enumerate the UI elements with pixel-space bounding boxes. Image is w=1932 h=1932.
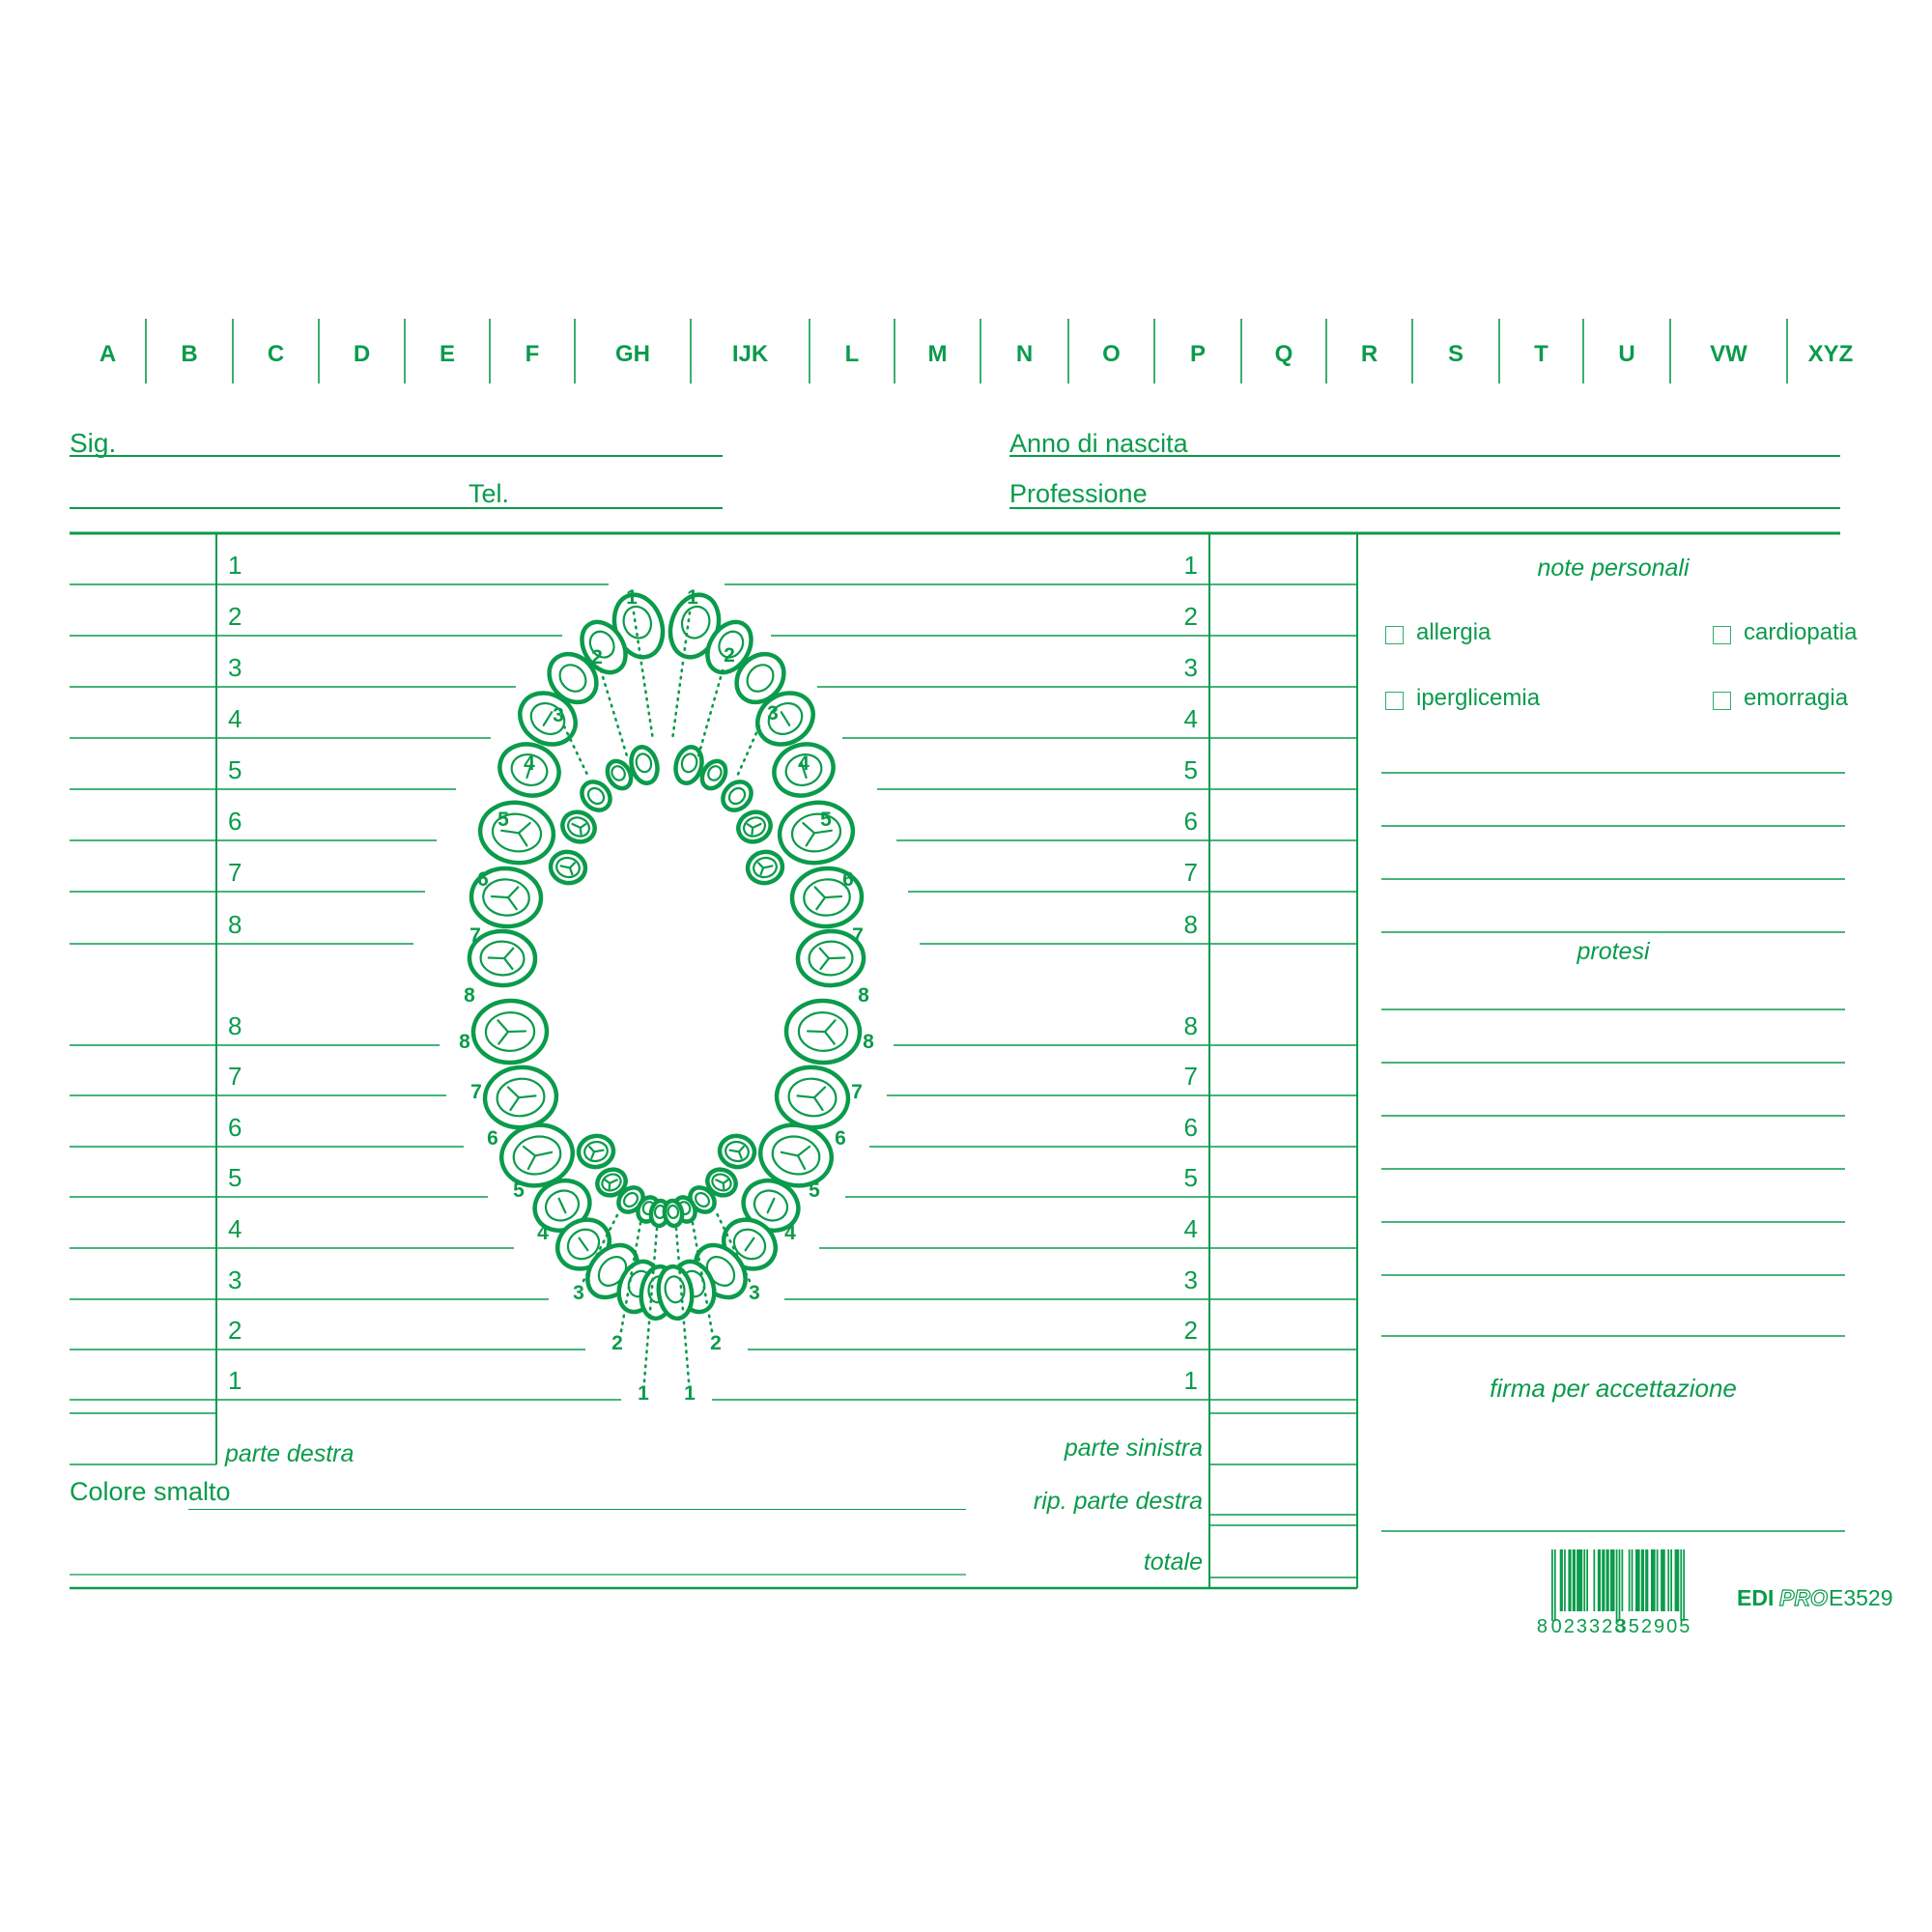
tooth-label-3: 3 — [767, 702, 779, 724]
row-number-left-lower-4: 4 — [228, 1214, 242, 1243]
row-number-left-lower-3: 3 — [228, 1265, 242, 1294]
barcode-bar — [1574, 1549, 1576, 1611]
row-number-left-upper-3: 3 — [228, 653, 242, 682]
row-number-left-lower-5: 5 — [228, 1163, 242, 1192]
index-tab-a[interactable]: A — [99, 341, 117, 367]
tooth-label-1: 1 — [626, 586, 638, 609]
barcode-bar — [1570, 1549, 1572, 1611]
barcode-bar — [1619, 1549, 1621, 1621]
barcode-bar — [1622, 1549, 1624, 1611]
tooth-label-4: 4 — [798, 753, 810, 775]
index-tab-n[interactable]: N — [1015, 341, 1034, 367]
birth-year-label: Anno di nascita — [1009, 429, 1188, 458]
barcode-bar — [1657, 1549, 1659, 1611]
barcode-bar — [1632, 1549, 1634, 1611]
barcode-bar — [1594, 1549, 1596, 1611]
row-number-right-upper-4: 4 — [1183, 704, 1198, 733]
row-number-left-upper-8: 8 — [228, 910, 242, 939]
totale-label: totale — [1143, 1548, 1203, 1576]
tel-label: Tel. — [469, 479, 510, 508]
barcode-bar — [1683, 1549, 1685, 1621]
parte-sinistra-label: parte sinistra — [1064, 1435, 1203, 1462]
tooth-label-6: 6 — [487, 1127, 498, 1150]
index-tab-c[interactable]: C — [267, 341, 285, 367]
index-tab-s[interactable]: S — [1447, 341, 1463, 367]
tooth-label-1: 1 — [684, 1382, 696, 1405]
emorragia-checkbox-label: emorragia — [1744, 685, 1849, 711]
index-tab-d[interactable]: D — [353, 341, 371, 367]
row-number-left-upper-7: 7 — [228, 858, 242, 887]
barcode-digits-group1: 023328 — [1550, 1616, 1628, 1637]
row-number-right-lower-3: 3 — [1183, 1265, 1198, 1294]
barcode-bar — [1670, 1549, 1672, 1611]
tooth-label-1: 1 — [638, 1382, 649, 1405]
row-number-left-lower-7: 7 — [228, 1062, 242, 1091]
row-number-right-lower-5: 5 — [1183, 1163, 1198, 1192]
tooth-label-7: 7 — [470, 1081, 482, 1103]
index-tab-q[interactable]: Q — [1274, 341, 1293, 367]
barcode-bar — [1604, 1549, 1605, 1611]
barcode-digits-group2: 352905 — [1615, 1616, 1692, 1637]
barcode-bar — [1586, 1549, 1588, 1611]
tooth-label-2: 2 — [710, 1332, 722, 1354]
index-tab-ijk[interactable]: IJK — [731, 341, 769, 367]
tooth-label-6: 6 — [477, 868, 489, 891]
tooth-label-1: 1 — [687, 586, 698, 609]
barcode-bar — [1583, 1549, 1585, 1611]
row-number-left-lower-2: 2 — [228, 1316, 242, 1345]
tooth-label-6: 6 — [835, 1127, 846, 1150]
index-tab-f[interactable]: F — [525, 341, 540, 367]
brand-logo-edi: EDI — [1737, 1585, 1775, 1610]
row-number-right-upper-1: 1 — [1183, 551, 1198, 580]
barcode-bar — [1613, 1549, 1615, 1611]
tooth-label-8: 8 — [464, 984, 475, 1007]
tooth-label-8: 8 — [858, 984, 869, 1007]
row-number-right-upper-6: 6 — [1183, 807, 1198, 836]
index-tab-vw[interactable]: VW — [1710, 341, 1747, 367]
barcode-bar — [1551, 1549, 1553, 1621]
tooth-label-4: 4 — [524, 753, 535, 775]
barcode-bar — [1580, 1549, 1582, 1611]
row-number-left-lower-6: 6 — [228, 1113, 242, 1142]
row-number-left-upper-4: 4 — [228, 704, 242, 733]
row-number-right-upper-3: 3 — [1183, 653, 1198, 682]
row-number-left-upper-5: 5 — [228, 755, 242, 784]
row-number-right-upper-2: 2 — [1183, 602, 1198, 631]
tooth-label-6: 6 — [842, 868, 854, 891]
barcode-bar — [1561, 1549, 1563, 1611]
tooth-label-7: 7 — [469, 924, 481, 947]
barcode-bar — [1680, 1549, 1682, 1621]
protesi-title: protesi — [1577, 938, 1650, 965]
row-number-right-lower-6: 6 — [1183, 1113, 1198, 1142]
barcode-bar — [1616, 1549, 1618, 1621]
colore-smalto-label: Colore smalto — [70, 1477, 231, 1506]
rip-parte-destra-label: rip. parte destra — [1033, 1488, 1203, 1515]
row-number-right-upper-8: 8 — [1183, 910, 1198, 939]
row-number-left-upper-6: 6 — [228, 807, 242, 836]
barcode-bar — [1638, 1549, 1640, 1611]
row-number-left-lower-1: 1 — [228, 1366, 242, 1395]
index-tab-xyz[interactable]: XYZ — [1807, 341, 1854, 367]
tooth-label-8: 8 — [863, 1031, 874, 1053]
index-tab-p[interactable]: P — [1189, 341, 1206, 367]
signature-title: firma per accettazione — [1490, 1374, 1737, 1403]
tooth-label-5: 5 — [497, 809, 509, 831]
barcode-bar — [1607, 1549, 1609, 1611]
tooth-label-2: 2 — [611, 1332, 623, 1354]
tooth-label-4: 4 — [537, 1222, 549, 1244]
tooth-label-7: 7 — [851, 1081, 863, 1103]
tooth-label-4: 4 — [784, 1222, 796, 1244]
sig-label: Sig. — [70, 428, 117, 458]
barcode-bar — [1629, 1549, 1631, 1611]
index-tab-b[interactable]: B — [181, 341, 198, 367]
index-tab-gh[interactable]: GH — [615, 341, 650, 367]
profession-label: Professione — [1009, 479, 1148, 508]
row-number-left-upper-1: 1 — [228, 551, 242, 580]
tooth-label-2: 2 — [591, 646, 603, 668]
tooth-label-7: 7 — [852, 924, 864, 947]
tooth-label-5: 5 — [513, 1179, 525, 1202]
index-tab-t[interactable]: T — [1534, 341, 1548, 367]
parte-destra-label: parte destra — [225, 1440, 355, 1467]
barcode-bar — [1667, 1549, 1669, 1611]
product-code: E3529 — [1829, 1585, 1893, 1610]
row-number-right-lower-4: 4 — [1183, 1214, 1198, 1243]
row-number-right-lower-7: 7 — [1183, 1062, 1198, 1091]
index-tab-e[interactable]: E — [439, 341, 455, 367]
row-number-right-upper-7: 7 — [1183, 858, 1198, 887]
barcode-bar — [1678, 1549, 1680, 1611]
tooth-label-3: 3 — [573, 1282, 584, 1304]
row-number-right-lower-8: 8 — [1183, 1011, 1198, 1040]
barcode-bar — [1554, 1549, 1556, 1621]
iperglicemia-checkbox-label: iperglicemia — [1416, 685, 1541, 711]
tooth-label-5: 5 — [809, 1179, 820, 1202]
row-number-right-lower-1: 1 — [1183, 1366, 1198, 1395]
row-number-left-upper-2: 2 — [228, 602, 242, 631]
index-tab-u[interactable]: U — [1618, 341, 1635, 367]
barcode-bar — [1564, 1549, 1566, 1611]
tooth-label-3: 3 — [749, 1282, 760, 1304]
tooth-label-5: 5 — [820, 809, 832, 831]
notes-title: note personali — [1537, 554, 1690, 582]
barcode-bar — [1642, 1549, 1644, 1611]
barcode-digit-left: 8 — [1536, 1616, 1548, 1637]
allergia-checkbox-label: allergia — [1416, 619, 1492, 645]
cardiopatia-checkbox-label: cardiopatia — [1744, 619, 1858, 645]
tooth-label-3: 3 — [553, 704, 564, 726]
index-tab-m[interactable]: M — [927, 341, 948, 367]
row-number-left-lower-8: 8 — [228, 1011, 242, 1040]
barcode-bar — [1599, 1549, 1601, 1611]
index-tab-l[interactable]: L — [844, 341, 860, 367]
barcode-bar — [1647, 1549, 1649, 1611]
index-tab-r[interactable]: R — [1360, 341, 1378, 367]
tooth-label-8: 8 — [459, 1031, 470, 1053]
index-tab-o[interactable]: O — [1102, 341, 1121, 367]
brand-logo-pro: PRO — [1779, 1585, 1828, 1610]
barcode-bar — [1654, 1549, 1656, 1611]
row-number-right-upper-5: 5 — [1183, 755, 1198, 784]
row-number-right-lower-2: 2 — [1183, 1316, 1198, 1345]
tooth-label-2: 2 — [724, 644, 735, 667]
barcode-bar — [1663, 1549, 1665, 1611]
